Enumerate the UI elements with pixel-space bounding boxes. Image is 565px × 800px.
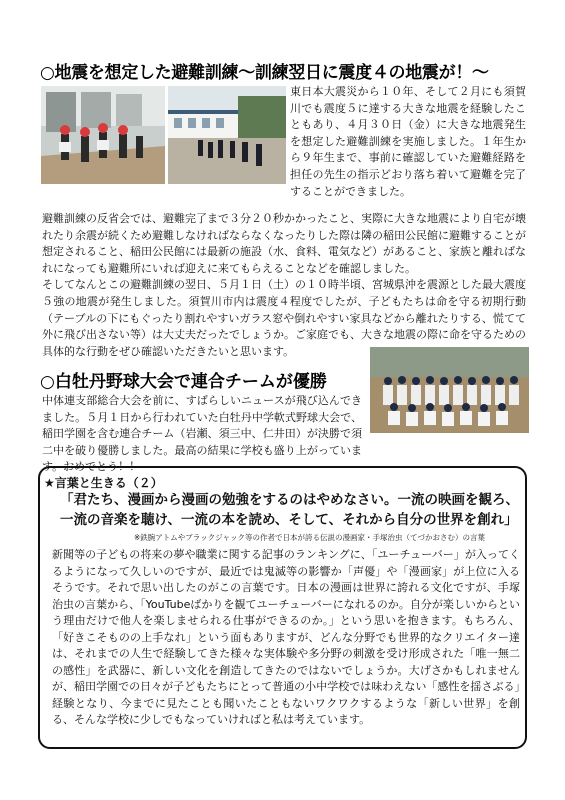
- drill-paragraph-1: 東日本大震災から１０年、そして２月にも須賀川でも震度５に達する大きな地震を経験したこともあり、４月３０日（金）に大きな地震発生を想定した避難訓練を実施しました。１年生から９年生まで、事前に確認していた避難経路を担任の先生の指示どおり落ち着いて避難を完了することができました。: [290, 85, 526, 198]
- quote-commentary: 新聞等の子どもの将来の夢や職業に関する記事のランキングに、「ユーチューバー」が入ってくるようになって久しいのですが、最近では鬼滅等の影響か「声優」や「漫画家」が上位に入るそうです。それで思い出したのがこの言葉です。日本の漫画は世界に誇れる文化ですが、手塚治虫の言葉から、「YouTubeばかりを観てユーチューバーになれるのか。自分が楽しいからという理由だけで他人を楽しませられる仕事ができるのか。」という思いを抱きます。もちろん、「好きこそものの上手なれ」という面もありますが、どんな分野でも世界的なクリエイター達は、それまでの人生で経験してきた様々な実体験や多分野の刺激を受け形成された「唯一無二の感性」を武器に、新しい文化を創造してきたのではないでしょうか。大げさかもしれませんが、稲田学園での日々が子どもたちにとって普通の小中学校では味わえない「感性を揺さぶる」経験となり、今までに見たことも聞いたこともないワクワクするような「新しい世界」を創る、そんな学校に少しでもなっていければと私は考えています。: [52, 548, 520, 726]
- drill-paragraph-2: 避難訓練の反省会では、避難完了まで３分２０秒かかったこと、実際に大きな地震により自宅が壊れたり余震が続くため避難しなければならなくなったりした際は隣の稲田公民館に避難することが想定されること、稲田公民館には最新の施設（水、食料、電気など）があること、家族と離ればなれになっても避難所にいれば迎えに来てもらえることなどを確認しました。: [42, 212, 526, 275]
- baseball-heading: ○白牡丹野球大会で連合チームが優勝: [40, 372, 327, 392]
- drill-paragraph-2-and-3: [42, 211, 526, 360]
- hallway-evacuation-photo: [41, 86, 165, 184]
- evacuation-drill-heading: ○地震を想定した避難訓練～訓練翌日に震度４の地震が！～: [40, 63, 489, 83]
- drill-paragraph-3: そしてなんとこの避難訓練の翌日、５月１日（土）の１０時半頃、宮城県沖を震源とした最大震度５強の地震が発生しました。須賀川市内は震度４程度でしたが、子どもたちは命を守る初期行動（テーブルの下にもぐったり割れやすいガラス窓や倒れやすい家具などから離れたりする、慌てて外に飛び出さない等）は大丈夫だったでしょうか。ご家庭でも、大きな地震の際に命を守るための具体的な行動をぜひ確認いただきたいと思います。: [42, 278, 526, 358]
- tezuka-quote: 「君たち、漫画から漫画の勉強をするのはやめなさい。一流の映画を観ろ、一流の音楽を聴け、一流の本を読め、そして、それから自分の世界を創れ」: [60, 492, 519, 528]
- quote-box-title: ★言葉と生きる（２）: [44, 476, 163, 490]
- baseball-team-photo: [370, 347, 529, 433]
- baseball-paragraph: 中体連支部総合大会を前に、すばらしいニュースが飛び込んできました。５月１日から行われていた白牡丹中学軟式野球大会で、稲田学園を含む連合チーム（岩瀬、須三中、仁井田）が決勝で須二中を破り優勝しました。最高の結果に学校も盛り上がっています。おめでとう！！: [42, 394, 362, 474]
- schoolyard-evacuation-photo: [168, 86, 286, 184]
- quote-attribution-note: ※鉄腕アトムやブラックジャック等の作者で日本が誇る伝説の漫画家・手塚治虫（てづかおさむ）の言葉: [134, 533, 485, 542]
